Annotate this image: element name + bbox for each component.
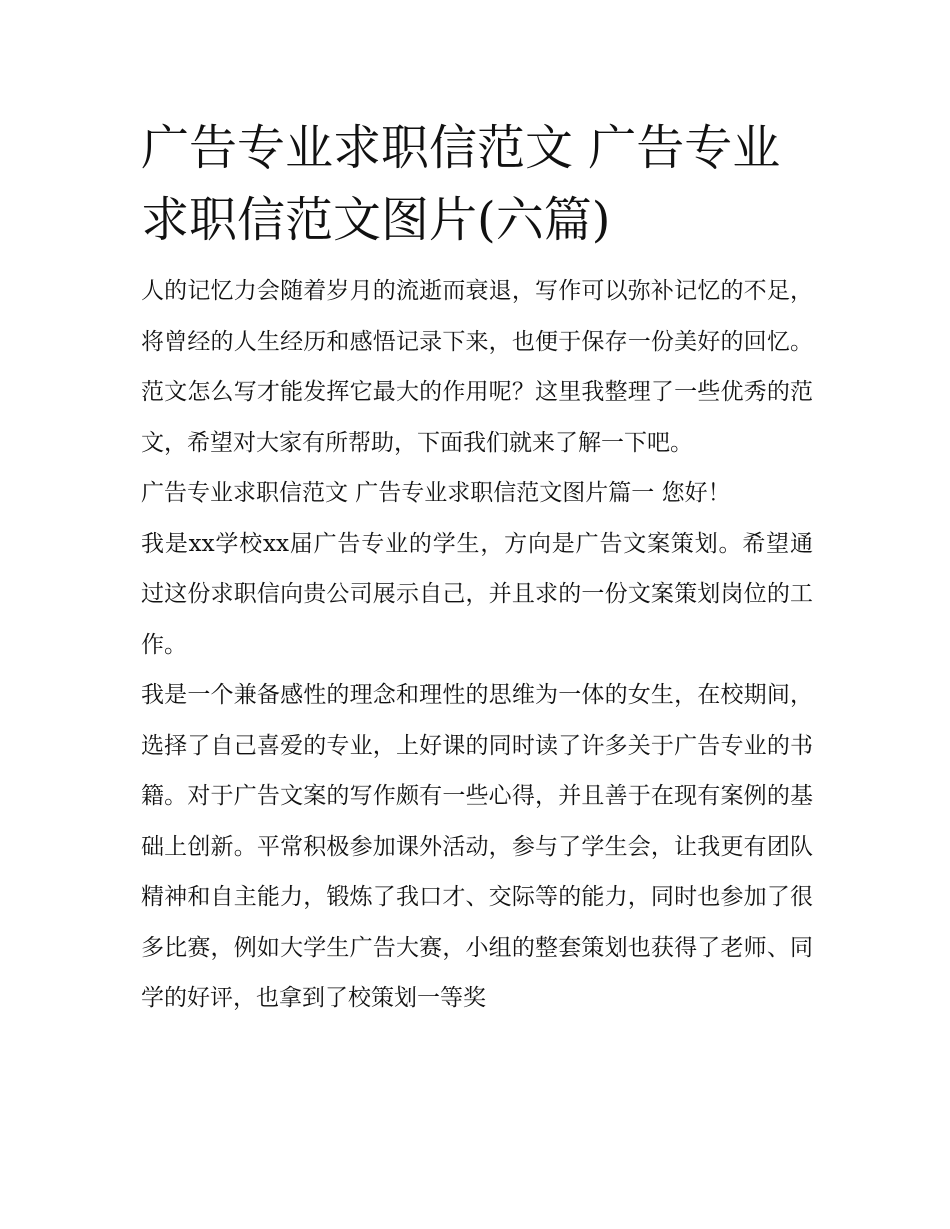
intro-paragraph: 人的记忆力会随着岁月的流逝而衰退，写作可以弥补记忆的不足，将曾经的人生经历和感悟记录下来，也便于保存一份美好的回忆。范文怎么写才能发挥它最大的作用呢？这里我整理了一些优秀的范文，希望对大家有所帮助，下面我们就来了解一下吧。: [141, 278, 813, 456]
body-paragraph-2: 我是一个兼备感性的理念和理性的思维为一体的女生，在校期间，选择了自己喜爱的专业，上好课的同时读了许多关于广告专业的书籍。对于广告文案的写作颇有一些心得，并且善于在现有案例的基础上创新。平常积极参加课外活动，参与了学生会，让我更有团队精神和自主能力，锻炼了我口才、交际等的能力，同时也参加了很多比赛，例如大学生广告大赛，小组的整套策划也获得了老师、同学的好评，也拿到了校策划一等奖: [141, 682, 813, 1011]
section-heading-paragraph: 广告专业求职信范文 广告专业求职信范文图片篇一 您好！: [141, 480, 731, 506]
document-title: 广告专业求职信范文 广告专业求职信范文图片(六篇): [141, 120, 781, 248]
body-paragraph-1: 我是xx学校xx届广告专业的学生，方向是广告文案策划。希望通过这份求职信向贵公司展示自己，并且求的一份文案策划岗位的工作。: [141, 530, 813, 658]
document-body: [141, 112, 813, 1024]
